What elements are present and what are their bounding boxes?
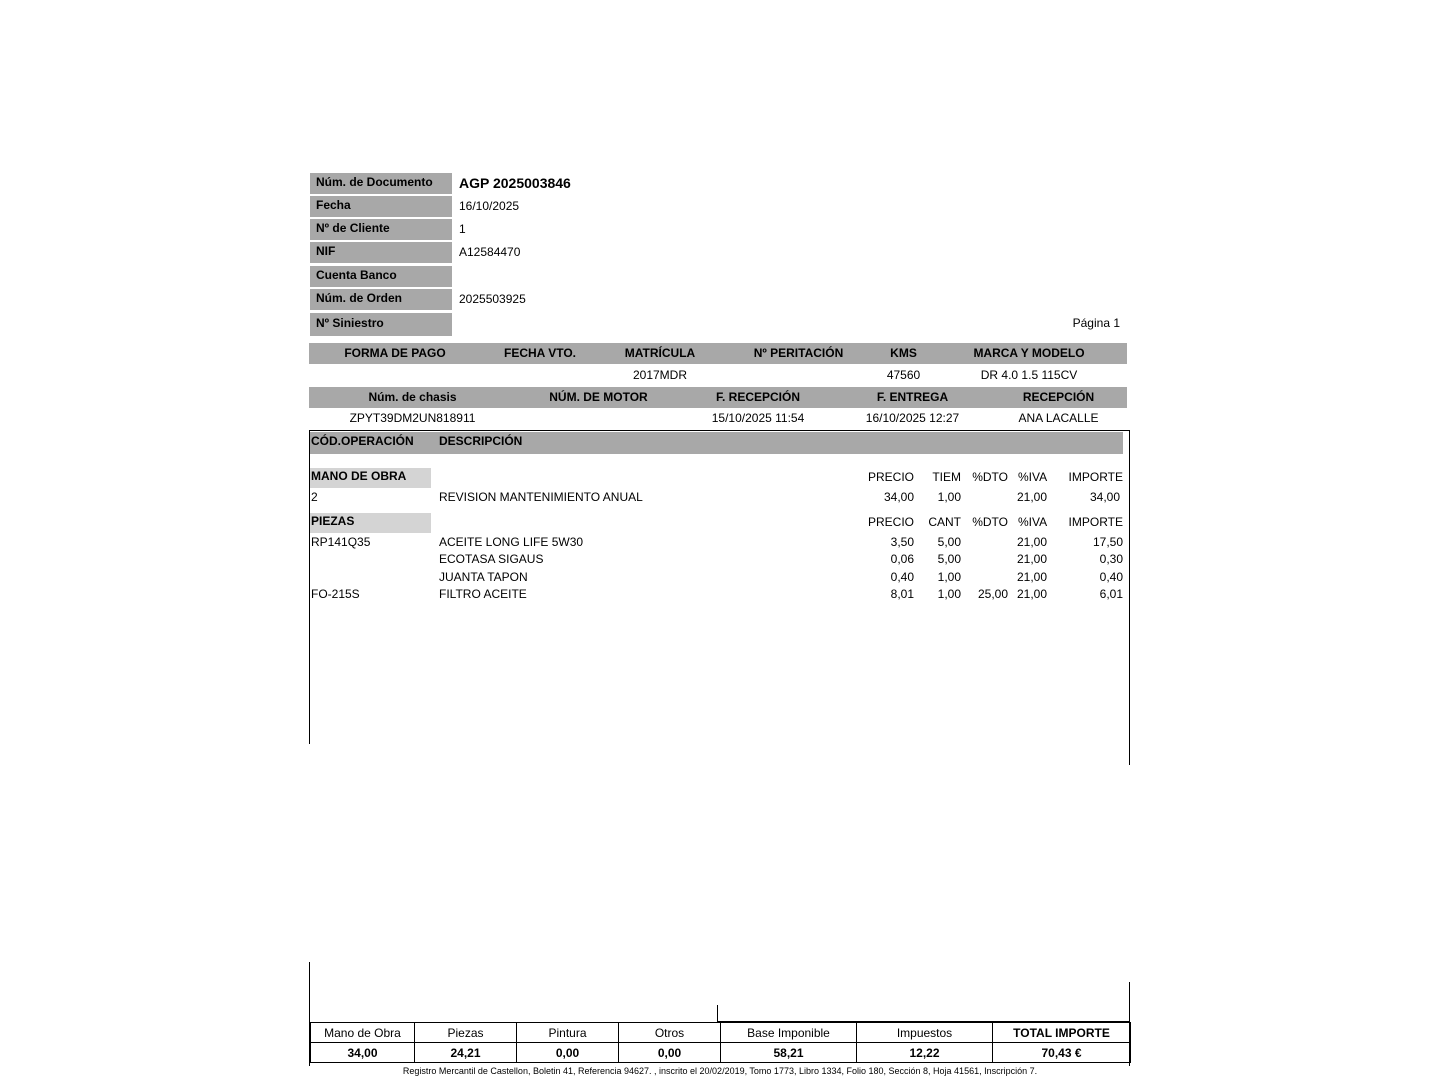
line-importe: 17,50 — [1092, 535, 1123, 549]
line-desc: REVISION MANTENIMIENTO ANUAL — [439, 490, 643, 504]
lines-header-bar — [310, 432, 1123, 454]
pz-col-dto: %DTO — [972, 515, 1008, 529]
col-kms: KMS — [890, 346, 917, 360]
line-cant: 5,00 — [937, 552, 961, 566]
line-desc: ECOTASA SIGAUS — [439, 552, 544, 566]
totals-divider-tick — [717, 1005, 718, 1022]
line-iva: 21,00 — [1016, 552, 1047, 566]
pz-col-precio: PRECIO — [867, 515, 914, 529]
line-cant: 1,00 — [937, 587, 961, 601]
total-otros-label: Otros — [619, 1023, 721, 1043]
line-precio: 3,50 — [890, 535, 914, 549]
total-pintura-value: 0,00 — [517, 1043, 619, 1063]
f-recepcion-value: 15/10/2025 11:54 — [711, 411, 805, 425]
mo-col-precio: PRECIO — [867, 470, 914, 484]
impuestos-label: Impuestos — [857, 1023, 993, 1043]
col-descripcion: DESCRIPCIÓN — [439, 434, 523, 448]
nif-label: NIF — [310, 242, 452, 263]
lines-box-top — [309, 430, 1130, 431]
pz-col-cant: CANT — [928, 515, 961, 529]
line-cant: 5,00 — [937, 535, 961, 549]
fecha-label: Fecha — [310, 196, 452, 217]
matricula-value: 2017MDR — [632, 368, 688, 382]
impuestos-value: 12,22 — [857, 1043, 993, 1063]
marca-modelo-value: DR 4.0 1.5 115CV — [980, 368, 1078, 382]
total-pintura-label: Pintura — [517, 1023, 619, 1043]
line-importe: 6,01 — [1099, 587, 1123, 601]
col-peritacion: Nº PERITACIÓN — [753, 346, 844, 360]
total-mano-obra-value: 34,00 — [311, 1043, 415, 1063]
line-precio: 34,00 — [883, 490, 914, 504]
line-precio: 8,01 — [890, 587, 914, 601]
siniestro-label: Nº Siniestro — [310, 313, 452, 336]
base-imponible-label: Base Imponible — [721, 1023, 857, 1043]
doc-number-value: AGP 2025003846 — [459, 175, 571, 191]
mo-col-dto: %DTO — [972, 470, 1008, 484]
doc-number-label: Núm. de Documento — [310, 173, 452, 194]
piezas-title: PIEZAS — [311, 514, 355, 528]
piezas-column-headers — [310, 514, 1130, 530]
line-iva: 21,00 — [1016, 587, 1047, 601]
line-iva: 21,00 — [1016, 570, 1047, 584]
pz-col-importe: IMPORTE — [1068, 515, 1123, 529]
line-code: 2 — [311, 490, 318, 504]
orden-label: Núm. de Orden — [310, 289, 452, 310]
line-desc: ACEITE LONG LIFE 5W30 — [439, 535, 584, 549]
fecha-value: 16/10/2025 — [459, 199, 520, 213]
col-marca-modelo: MARCA Y MODELO — [973, 346, 1085, 360]
total-importe-value: 70,43 € — [993, 1043, 1131, 1063]
kms-value: 47560 — [886, 368, 921, 382]
pz-col-iva: %IVA — [1018, 515, 1048, 529]
table-row — [310, 534, 1130, 550]
col-chasis: Núm. de chasis — [368, 390, 457, 404]
col-f-recepcion: F. RECEPCIÓN — [715, 390, 800, 404]
table-row — [310, 551, 1130, 567]
total-piezas-value: 24,21 — [415, 1043, 517, 1063]
col-f-entrega: F. ENTREGA — [876, 390, 949, 404]
line-code: FO-215S — [311, 587, 360, 601]
col-recepcion: RECEPCIÓN — [1022, 390, 1095, 404]
totals-labels-row — [311, 1023, 1131, 1043]
line-desc: JUANTA TAPON — [439, 570, 528, 584]
table-row — [310, 586, 1130, 602]
totals-values-row — [311, 1043, 1131, 1063]
cliente-value: 1 — [459, 222, 466, 236]
col-matricula: MATRÍCULA — [624, 346, 696, 360]
mo-col-iva: %IVA — [1018, 470, 1048, 484]
col-cod-operacion: CÓD.OPERACIÓN — [311, 434, 414, 448]
line-importe: 0,30 — [1099, 552, 1123, 566]
line-code: RP141Q35 — [311, 535, 371, 549]
col-motor: NÚM. DE MOTOR — [549, 390, 648, 404]
mo-col-importe: IMPORTE — [1068, 470, 1123, 484]
cliente-label: Nº de Cliente — [310, 219, 452, 240]
recepcion-value: ANA LACALLE — [1018, 411, 1099, 425]
line-cant: 1,00 — [937, 570, 961, 584]
line-cant: 1,00 — [937, 490, 961, 504]
registry-footer: Registro Mercantil de Castellon, Boletin 41, Referencia 94627. , inscrito el 20/02/2019, Tomo 1773, Libro 1334, Folio 180, Sección 8, Hoja 41561, Inscripción 7. — [402, 1066, 1038, 1076]
line-dto: 25,00 — [977, 587, 1008, 601]
table-row — [310, 569, 1130, 585]
chasis-value: ZPYT39DM2UN818911 — [349, 411, 476, 425]
line-importe: 34,00 — [1089, 490, 1120, 504]
nif-value: A12584470 — [459, 245, 521, 259]
line-importe: 0,40 — [1099, 570, 1123, 584]
orden-value: 2025503925 — [459, 292, 526, 306]
page-number: Página 1 — [1072, 316, 1120, 330]
total-importe-label: TOTAL IMPORTE — [993, 1023, 1131, 1043]
mano-obra-title: MANO DE OBRA — [311, 469, 407, 483]
col-forma-pago: FORMA DE PAGO — [344, 346, 446, 360]
total-mano-obra-label: Mano de Obra — [311, 1023, 415, 1043]
table-row — [310, 489, 1130, 505]
line-iva: 21,00 — [1016, 490, 1047, 504]
line-desc: FILTRO ACEITE — [439, 587, 527, 601]
line-precio: 0,06 — [890, 552, 914, 566]
line-iva: 21,00 — [1016, 535, 1047, 549]
base-imponible-value: 58,21 — [721, 1043, 857, 1063]
total-otros-value: 0,00 — [619, 1043, 721, 1063]
col-fecha-vto: FECHA VTO. — [503, 346, 576, 360]
mo-col-tiem: TIEM — [932, 470, 961, 484]
line-precio: 0,40 — [890, 570, 914, 584]
mano-obra-column-headers — [310, 469, 1130, 485]
totals-table — [310, 1022, 1131, 1063]
f-entrega-value: 16/10/2025 12:27 — [865, 411, 960, 425]
cuenta-banco-label: Cuenta Banco — [310, 266, 452, 287]
total-piezas-label: Piezas — [415, 1023, 517, 1043]
